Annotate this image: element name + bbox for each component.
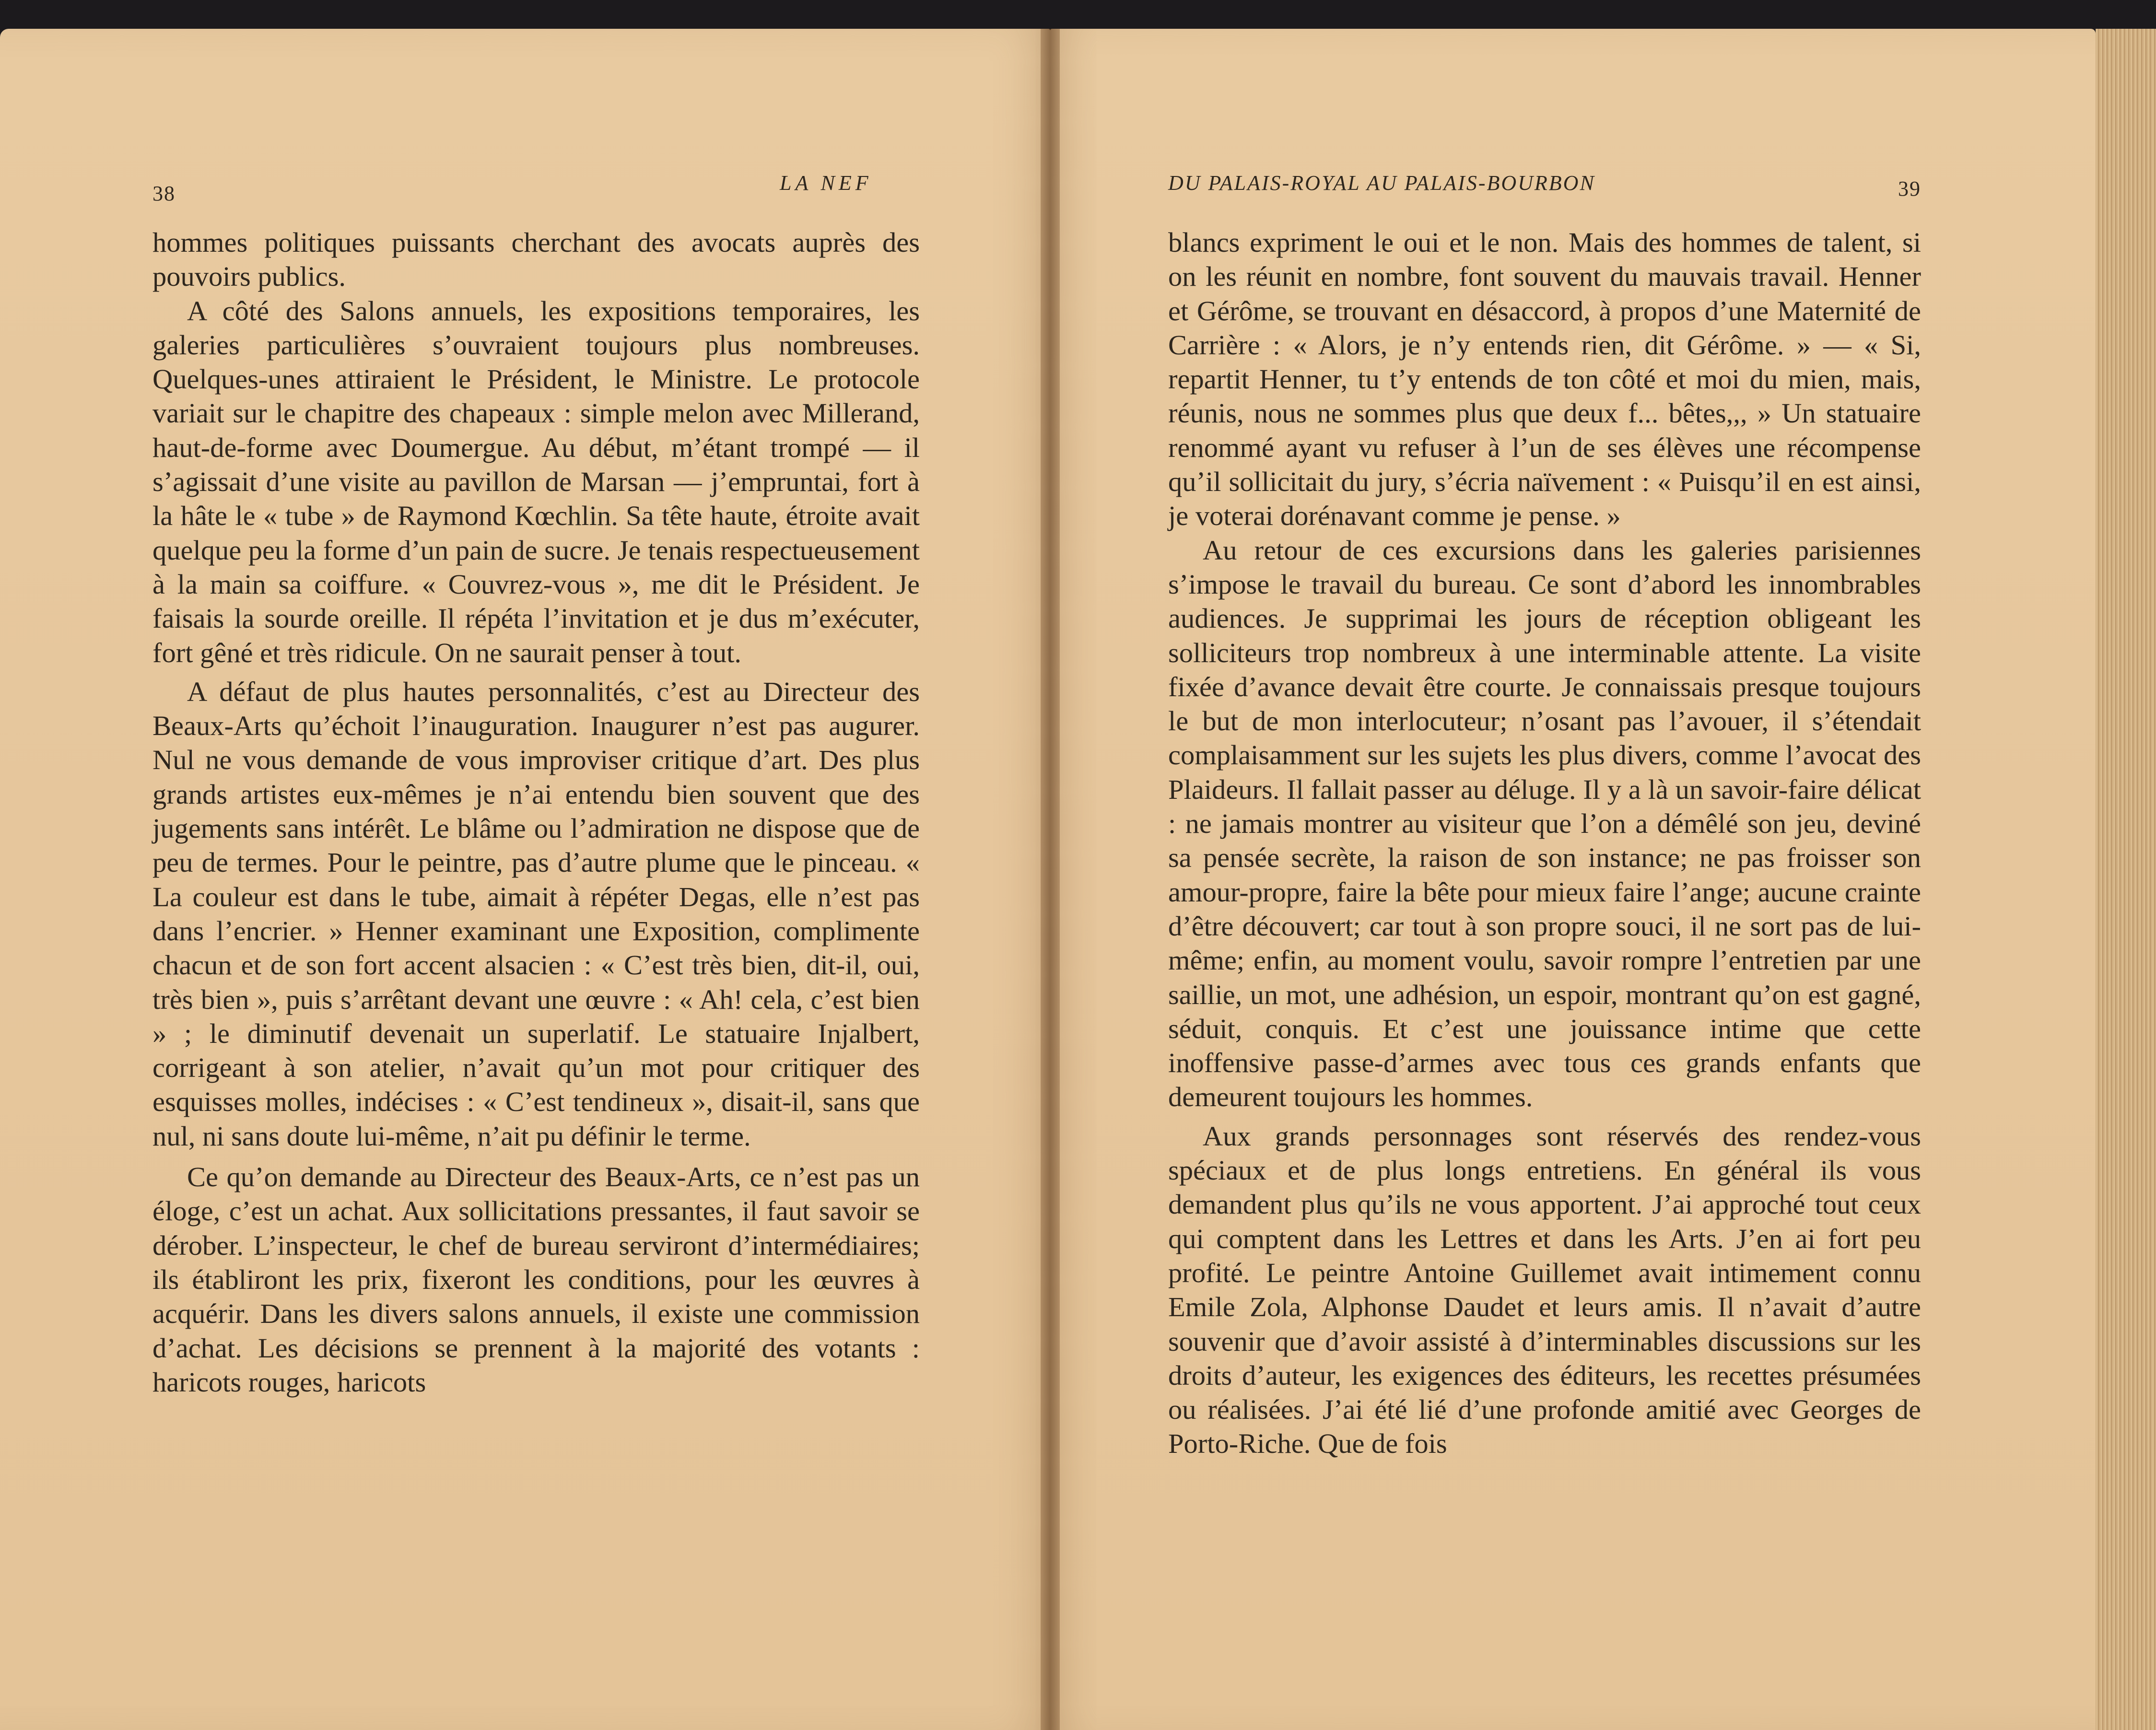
page-edges [2096,29,2156,1730]
paragraph: A défaut de plus hautes personnalités, c’est au Directeur des Beaux-Arts qu’échoit l’inauguration. Inaugurer n’est pas augurer. Nul ne vous demande de vous improviser critique d’art. Des plus grands artistes eux-mêmes je n’ai entendu bien souvent que des jugements sans intérêt. Le blâme ou l’admiration ne dispose que de peu de termes. Pour le peintre, pas d’autre plume que le pinceau. « La couleur est dans le tube, aimait à répéter Degas, elle n’est pas dans l’encrier. » Henner examinant une Exposition, complimente chacun et de son fort accent alsacien : « C’est très bien, dit-il, oui, très bien », puis s’arrêtant devant une œuvre : « Ah! cela, c’est bien » ; le diminutif devenait un superlatif. Le statuaire Injalbert, corrigeant à son atelier, n’avait qu’un mot pour critiquer des esquisses molles, indécises : « C’est tendineux », disait-il, sans que nul, ni sans doute lui-même, n’ait pu définir le terme. [152,676,920,1152]
paragraph: hommes politiques puissants cherchant des avocats auprès des pouvoirs publics. [152,227,920,292]
book-gutter [1041,29,1060,1730]
left-running-head: LA NEF [780,171,872,195]
paragraph: Aux grands personnages sont réservés des rendez-vous spéciaux et de plus longs entretiens. En général ils vous demandent plus qu’ils ne vous apportent. J’ai approché tout ceux qui comptent dans les Lettres et dans les Arts. J’en ai fort peu profité. Le peintre Antoine Guillemet avait intimement connu Emile Zola, Alphonse Daudet et leurs amis. Il n’avait d’autre souvenir que d’avoir assisté à d’interminables discussions sur les droits d’auteur, les exigences des éditeurs, les recettes présumées ou réalisées. J’ai été lié d’une profonde amitié avec Georges de Porto-Riche. Que de fois [1168,1120,1921,1460]
right-page-number: 39 [1898,177,1921,200]
left-page-number: 38 [152,182,176,205]
right-text-block [1168,225,1921,1461]
paragraph: A côté des Salons annuels, les expositions temporaires, les galeries particulières s’ouvraient toujours plus nombreuses. Quelques-unes attiraient le Président, le Ministre. Le protocole variait sur le chapitre des chapeaux : simple melon avec Millerand, haut-de-forme avec Doumergue. Au début, m’étant trompé — il s’agissait d’une visite au pavillon de Marsan — j’empruntai, fort à la hâte le « tube » de Raymond Kœchlin. Sa tête haute, étroite avait quelque peu la forme d’un pain de sucre. Je tenais respectueusement à la main sa coiffure. « Couvrez-vous », me dit le Président. Je faisais la sourde oreille. Il répéta l’invitation et je dus m’exécuter, fort gêné et très ridicule. On ne saurait penser à tout. [152,295,920,668]
paragraph: blancs expriment le oui et le non. Mais des hommes de talent, si on les réunit en nombre, font souvent du mauvais travail. Henner et Gérôme, se trouvant en désaccord, à propos d’une Maternité de Carrière : « Alors, je n’y entends rien, dit Gérôme. » — « Si, repartit Henner, tu t’y entends de ton côté et moi du mien, mais, réunis, nous ne sommes plus que deux f... bêtes,,, » Un statuaire renommé ayant vu refuser à l’un de ses élèves une récompense qu’il sollicitait du jury, s’écria naïvement : « Puisqu’il en est ainsi, je voterai dorénavant comme je pense. » [1168,227,1921,532]
right-running-head: DU PALAIS-ROYAL AU PALAIS-BOURBON [1168,171,1595,195]
paragraph: Ce qu’on demande au Directeur des Beaux-Arts, ce n’est pas un éloge, c’est un achat. Aux sollicitations pressantes, il faut savoir se dérober. L’inspecteur, le chef de bureau serviront d’intermédiaires; ils établiront les prix, fixeront les conditions, pour les œuvres à acquérir. Dans les divers salons annuels, il existe une commission d’achat. Les décisions se prennent à la majorité des votants : haricots rouges, haricots [152,1161,920,1398]
paragraph: Au retour de ces excursions dans les galeries parisiennes s’impose le travail du bureau. Ce sont d’abord les innombrables audiences. Je supprimai les jours de réception obligeant les solliciteurs trop nombreux à une interminable attente. La visite fixée d’avance devait être courte. Je connaissais presque toujours le but de mon interlocuteur; n’osant pas l’avouer, il s’étendait complaisamment sur les sujets les plus divers, comme l’avocat des Plaideurs. Il fallait passer au déluge. Il y a là un savoir-faire délicat : ne jamais montrer au visiteur que l’on a démêlé son jeu, deviné sa pensée secrète, la raison de son instance; ne pas froisser son amour-propre, faire la bête pour mieux faire l’ange; aucune crainte d’être découvert; car tout à son propre souci, il ne sort pas de lui-même; enfin, au moment voulu, savoir rompre l’entretien par une saillie, un mot, une adhésion, un espoir, montrant qu’on est gagné, séduit, conquis. Et c’est une jouissance intime que cette inoffensive passe-d’armes avec tous ces grands enfants que demeurent toujours les hommes. [1168,534,1921,1113]
left-text-block [152,225,920,1399]
